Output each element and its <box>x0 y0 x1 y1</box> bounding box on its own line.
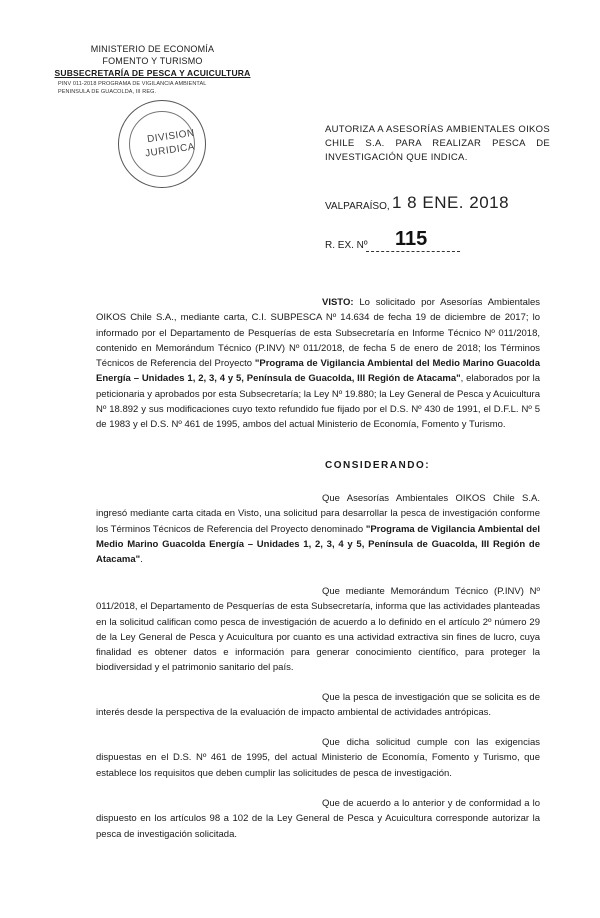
visto-text-a: Lo solicitado por Asesorías Ambientales OIKOS Chile S.A., mediante carta, C.I. SUBPESCA Nº 14.634 de fecha 19 de diciembre de 2017; lo informado por el Departamento de Pesquerías de esta Subsecretaría en Informe Técnico Nº 011/2018, contenido en Memorándum Técnico (P.INV) Nº 011/2018, de fecha 5 de enero de 2018; los Términos Técnicos de Referencia del Proyecto <box>96 297 540 370</box>
reference-line-1: PINV 011-2018 PROGRAMA DE VIGILANCIA AMBIENTAL <box>58 81 207 87</box>
considerando-paragraph-4: Que dicha solicitud cumple con las exigencias dispuestas en el D.S. Nº 461 de 1995, del actual Ministerio de Economía, Fomento y Turismo, que establece los requisitos que deben cumplir las solicitudes de pesca de investigación. <box>96 737 540 779</box>
visto-label: VISTO: <box>322 297 354 308</box>
ministry-line-1: MINISTERIO DE ECONOMÍA <box>90 44 215 54</box>
rex-underline <box>366 251 460 252</box>
ministry-line-2: FOMENTO Y TURISMO <box>102 56 203 66</box>
considerando-p1-text: Que Asesorías Ambientales OIKOS Chile S.A. ingresó mediante carta citada en Visto, una solicitud para desarrollar la pesca de investigación conforme los Términos Técnicos de Referencia del Proyecto denominado <box>96 493 540 535</box>
stamp-text-1: DIVISION <box>146 127 196 146</box>
rex-label: R. EX. Nº <box>325 240 368 251</box>
considerando-paragraph-5: Que de acuerdo a lo anterior y de conformidad a lo dispuesto en los artículos 98 a 102 de la Ley General de Pesca y Acuicultura corresponde autorizar la pesca de investigación solicitada. <box>96 798 540 840</box>
visto-text-b: , elaborados por la peticionaria y aprobados por esta Subsecretaría; la Ley Nº 19.880; la Ley General de Pesca y Acuicultura Nº 18.892 y sus modificaciones cuyo texto refundido fue fijado por el D.S. Nº 430 de 1991, el D.F.L. Nº 5 de 1983 y el D.S. Nº 461 de 1995, ambos del actual Ministerio de Economía, Fomento y Turismo. <box>96 373 540 431</box>
considerando-p1-project: "Programa de Vigilancia Ambiental del Medio Marino Guacolda Energía – Unidades 1, 2, 3, 4 y 5, Península de Guacolda, III Región de Atacama" <box>96 523 540 566</box>
stamp-text-2: JURIDICA <box>144 141 196 160</box>
date-stamp: 1 8 ENE. 2018 <box>392 193 510 212</box>
considerando-paragraph-1 <box>96 491 540 567</box>
place-label: VALPARAÍSO, <box>325 201 390 212</box>
resolution-title: AUTORIZA A ASESORÍAS AMBIENTALES OIKOS CHILE S.A. PARA REALIZAR PESCA DE INVESTIGACIÓN QUE INDICA. <box>325 124 550 163</box>
rex-number: 115 <box>395 228 428 250</box>
considerando-paragraph-3: Que la pesca de investigación que se solicita es de interés desde la perspectiva de la evaluación de impacto ambiental de actividades antrópicas. <box>96 692 540 719</box>
considerando-p1-end: . <box>140 554 143 566</box>
division-juridica-stamp <box>118 100 206 188</box>
considerando-heading: CONSIDERANDO: <box>325 460 431 471</box>
subsecretaria-name: SUBSECRETARÍA DE PESCA Y ACUICULTURA <box>54 68 251 78</box>
reference-line-2: PENINSULA DE GUACOLDA, III REG. <box>58 89 157 95</box>
visto-project-name: "Programa de Vigilancia Ambiental del Medio Marino Guacolda Energía – Unidades 1, 2, 3, 4 y 5, Península de Guacolda, III Región de Atacama" <box>96 358 541 385</box>
considerando-paragraph-2: Que mediante Memorándum Técnico (P.INV) Nº 011/2018, el Departamento de Pesquerías de esta Subsecretaría, informa que las actividades planteadas en la solicitud califican como pesca de investigación de acuerdo a lo definido en el artículo 2º número 29 de la Ley General de Pesca y Acuicultura por cuanto es una actividad extractiva sin fines de lucro, cuya finalidad es obtener datos e información para generar conocimiento científico, para proteger la biodiversidad y el patrimonio sanitario del país. <box>96 586 540 674</box>
visto-paragraph <box>96 295 540 433</box>
